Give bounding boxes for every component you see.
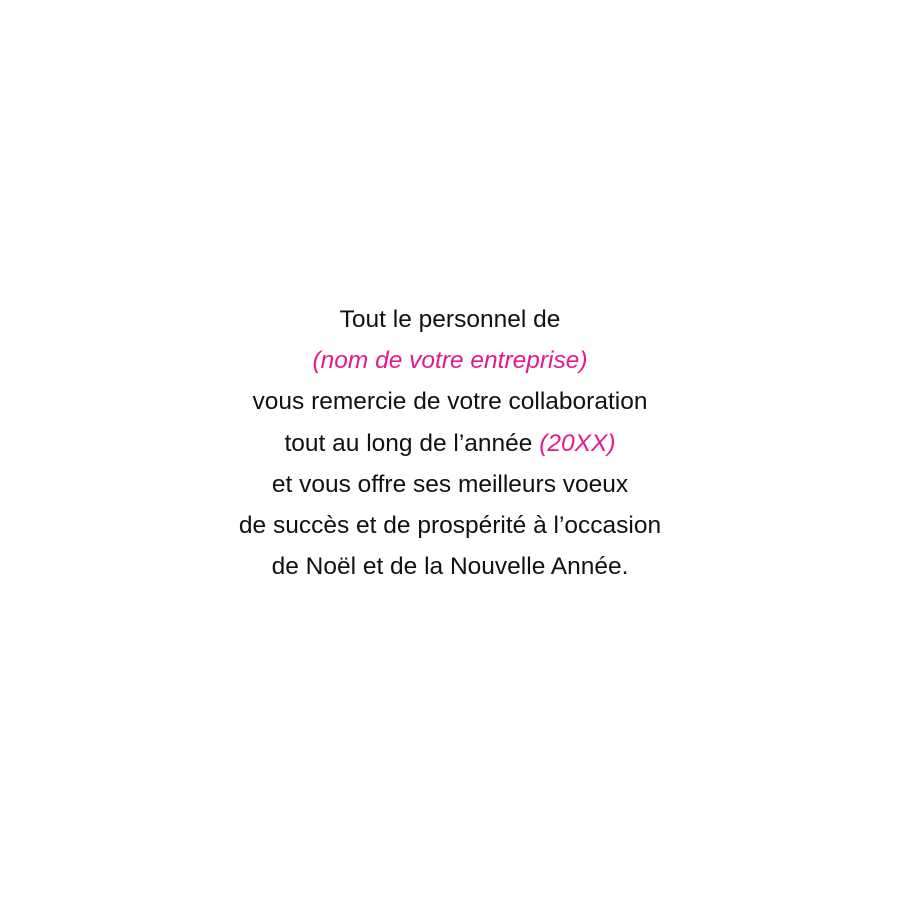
year-placeholder: (20XX) [539,429,616,457]
greeting-message [0,299,900,587]
message-line-4-prefix: tout au long de l’année [284,429,540,457]
message-line-7: de Noël et de la Nouvelle Année. [271,553,629,581]
message-line-5: et vous offre ses meilleurs voeux [271,470,629,498]
message-line-4 [0,423,900,464]
company-name-placeholder: (nom de votre entreprise) [312,347,588,375]
message-line-6: de succès et de prospérité à l’occasion [238,512,662,540]
message-line-3: vous remercie de votre collaboration [252,388,648,416]
message-line-1: Tout le personnel de [339,306,561,333]
